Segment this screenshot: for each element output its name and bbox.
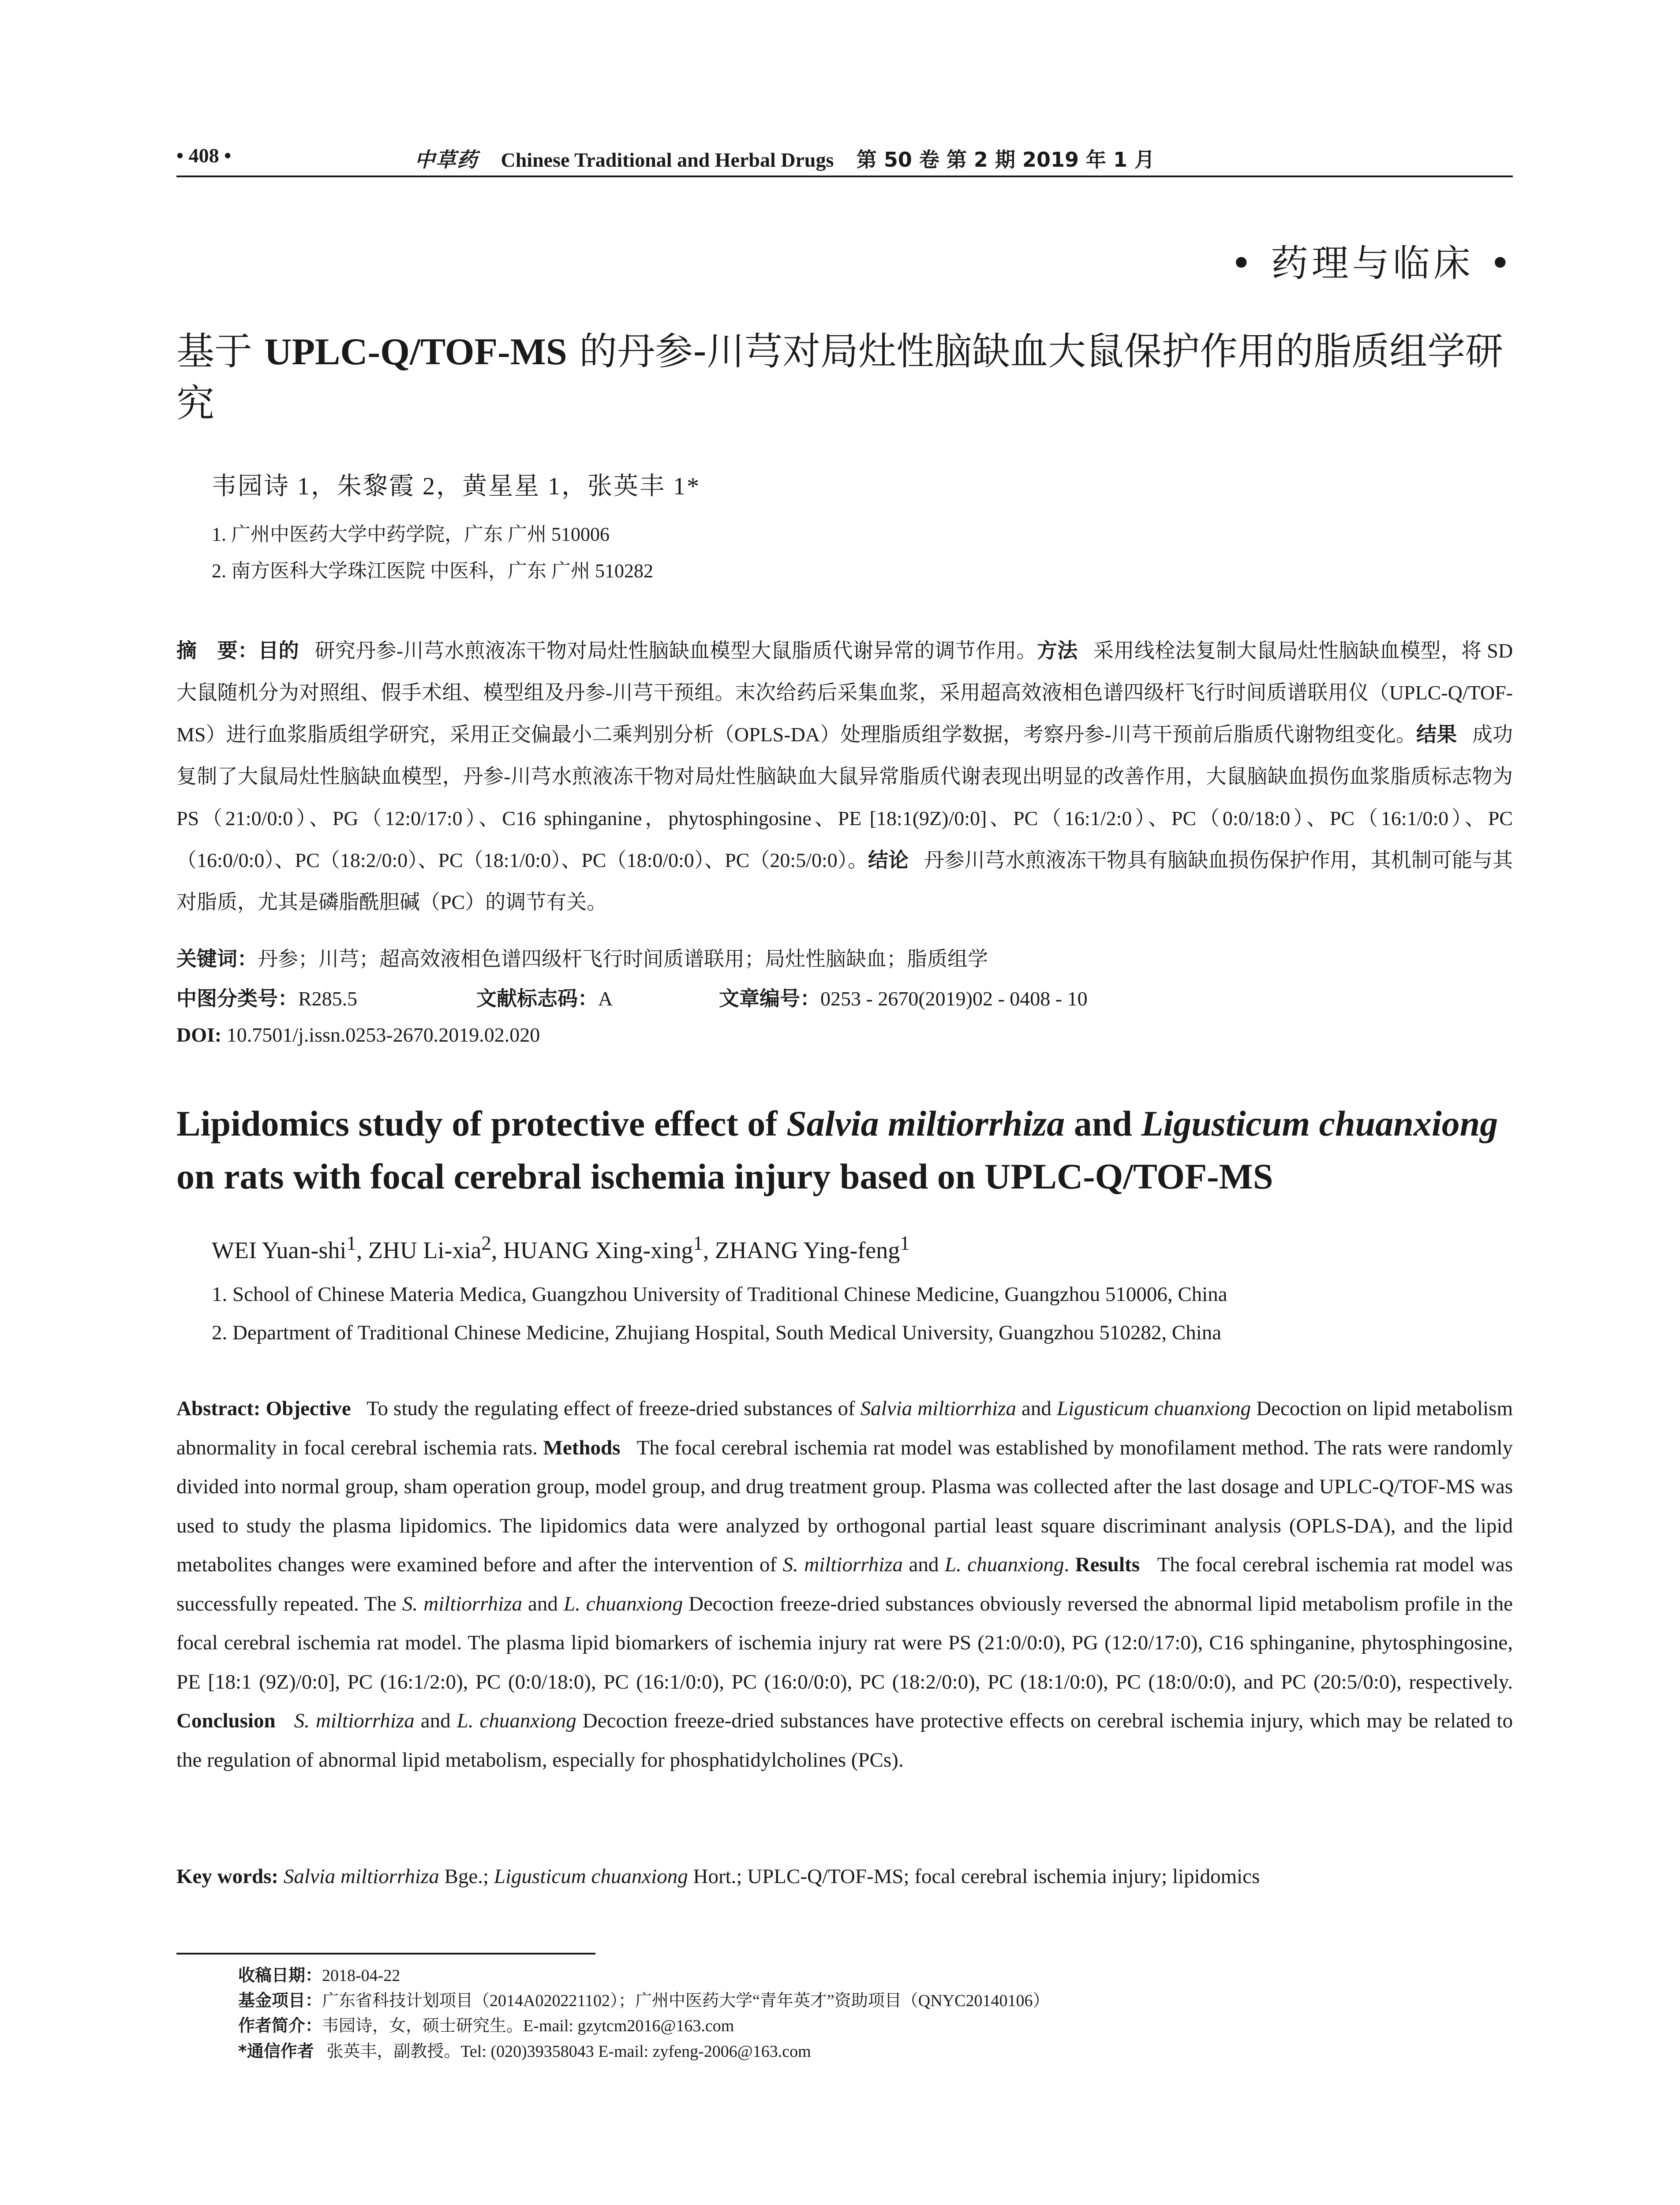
abstract-cn-conclusion-label: 结论 bbox=[868, 848, 909, 872]
abstract-cn-objective-label: 目的 bbox=[258, 639, 299, 662]
abstract-en bbox=[176, 1389, 1513, 1779]
abstract-en-period: . bbox=[1064, 1553, 1075, 1576]
abstract-cn-methods-label: 方法 bbox=[1036, 639, 1078, 662]
authors-cn: 韦园诗 1，朱黎霞 2，黄星星 1，张英丰 1* bbox=[212, 473, 700, 500]
abstract-cn bbox=[176, 630, 1513, 923]
abstract-en-objective: To study the regulating effect of freeze-dried substances of bbox=[367, 1397, 861, 1420]
title-en-species1: Salvia miltiorrhiza bbox=[786, 1103, 1065, 1144]
article-no-label: 文章编号： bbox=[719, 987, 820, 1010]
abstract-cn-objective: 研究丹参-川芎水煎液冻干物对局灶性脑缺血模型大鼠脂质代谢异常的调节作用。 bbox=[314, 639, 1037, 662]
abstract-en-objective-label: Objective bbox=[266, 1397, 351, 1420]
article-no-value: 0253 - 2670(2019)02 - 0408 - 10 bbox=[820, 987, 1088, 1010]
abstract-en-and: and bbox=[414, 1709, 457, 1732]
abstract-en-species: S. miltiorrhiza bbox=[402, 1592, 523, 1615]
keyword-species: Salvia miltiorrhiza bbox=[283, 1865, 439, 1888]
author-en-1-aff: 1 bbox=[346, 1232, 356, 1254]
doi-line bbox=[176, 1023, 540, 1046]
clc-label: 中图分类号： bbox=[176, 987, 298, 1010]
title-en bbox=[176, 1097, 1517, 1203]
author-en-2: ZHU Li-xia bbox=[368, 1237, 482, 1263]
abstract-en-species: S. miltiorrhiza bbox=[294, 1709, 415, 1732]
journal-title bbox=[415, 144, 1155, 173]
keywords-cn-label: 关键词： bbox=[176, 947, 258, 971]
abstract-en-objective-cont: Decoction on lipid metabolism abnormality in focal cerebral ischemia rats. bbox=[176, 1397, 1513, 1459]
running-header bbox=[176, 140, 1513, 176]
abstract-en-results-label: Results bbox=[1075, 1553, 1140, 1576]
footnote-fund-label: 基金项目： bbox=[238, 1991, 322, 2010]
abstract-en-methods: The focal cerebral ischemia rat model was established by monofilament method. The rats were randomly divided into normal group, sham operation group, model group, and drug treatment group. Plasma was collected after the last dosage and UPLC-Q/TOF-MS was used to study the plasma lipidomics. The lipidomics data were analyzed by orthogonal partial least square discriminant analysis (OPLS-DA), and the lipid metabolites changes were examined before and after the intervention of bbox=[176, 1436, 1513, 1576]
footnote-bio-value: 韦园诗，女，硕士研究生。E-mail: gzytcm2016@163.com bbox=[322, 2017, 734, 2035]
title-cn bbox=[176, 325, 1508, 430]
title-en-part1: Lipidomics study of protective effect of bbox=[176, 1103, 787, 1144]
footnote-received bbox=[238, 1962, 400, 1986]
doc-code-value: A bbox=[598, 987, 613, 1010]
keywords-en-rest: Hort.; UPLC-Q/TOF-MS; focal cerebral ischemia injury; lipidomics bbox=[688, 1865, 1260, 1888]
abstract-en-methods-label: Methods bbox=[543, 1436, 621, 1459]
abstract-en-and: and bbox=[522, 1592, 564, 1615]
keywords-en-label: Key words: bbox=[176, 1865, 279, 1888]
abstract-cn-results: 成功复制了大鼠局灶性脑缺血模型，丹参-川芎水煎液冻干物对局灶性脑缺血大鼠异常脂质代谢表现出明显的改善作用，大鼠脑缺血损伤血浆脂质标志物为 PS（21:0/0:0）、PG（12:0/17:0）、C16 sphinganine，phytosphingosine、PE [18:1(9Z)/0:0]、PC（16:1/2:0）、PC（0:0/18:0）、PC（16:1/0:0）、PC（16:0/0:0）、PC（18:2/0:0）、PC（18:1/0:0）、PC（18:0/0:0）、PC（20:5/0:0）。 bbox=[176, 723, 1513, 871]
footnote-received-label: 收稿日期： bbox=[238, 1966, 322, 1985]
footnote-fund-value: 广东省科技计划项目（2014A020221102）；广州中医药大学“青年英才”资助项目（QNYC20140106） bbox=[322, 1992, 1050, 2010]
journal-name-en: Chinese Traditional and Herbal Drugs bbox=[501, 149, 834, 171]
keyword-authority: Bge.; bbox=[439, 1865, 494, 1888]
authors-en: WEI Yuan-shi$^1$, ZHU Li-xia$^2$, HUANG Xing-xing$^1$, ZHANG Ying-feng$^1$ bbox=[212, 1232, 910, 1263]
journal-logo-cn: 中草药 bbox=[415, 148, 478, 172]
abstract-en-conclusion-label: Conclusion bbox=[176, 1709, 276, 1732]
footnote-bio bbox=[238, 2012, 734, 2036]
footnote-bio-label: 作者简介： bbox=[238, 2016, 322, 2035]
doi-label: DOI: bbox=[176, 1024, 222, 1046]
keywords-en bbox=[176, 1865, 1260, 1888]
author-en-3: HUANG Xing-xing bbox=[503, 1237, 693, 1263]
abstract-en-label: Abstract: bbox=[176, 1397, 261, 1420]
footnote-fund bbox=[238, 1987, 1049, 2011]
abstract-en-species: Ligusticum chuanxiong bbox=[1056, 1397, 1251, 1420]
keywords-cn bbox=[176, 943, 988, 972]
title-en-species2: Ligusticum chuanxiong bbox=[1141, 1103, 1498, 1144]
header-rule bbox=[176, 176, 1513, 177]
abstract-en-species: Salvia miltiorrhiza bbox=[860, 1397, 1016, 1420]
abstract-en-and: and bbox=[903, 1553, 945, 1576]
title-cn-post: 的丹参-川芎对局灶性脑缺血大鼠保护作用的脂质组学研究 bbox=[176, 329, 1504, 426]
abstract-en-results: The focal cerebral ischemia rat model was successfully repeated. The bbox=[176, 1553, 1513, 1615]
title-cn-method: UPLC-Q/TOF-MS bbox=[264, 330, 567, 373]
affiliation-en-1: 1. School of Chinese Materia Medica, Guangzhou University of Traditional Chinese Medicine, Guangzhou 510006, China bbox=[212, 1283, 1227, 1306]
abstract-en-and: and bbox=[1016, 1397, 1057, 1420]
clc-value: R285.5 bbox=[298, 987, 358, 1010]
abstract-en-species: L. chuanxiong bbox=[944, 1553, 1064, 1576]
footnote-corresponding-value: 张英丰，副教授。Tel: (020)39358043 E-mail: zyfeng-2006@163.com bbox=[326, 2042, 811, 2061]
abstract-en-conclusion: Decoction freeze-dried substances have protective effects on cerebral ischemia injury, which may be related to the regulation of abnormal lipid metabolism, especially for phosphatidylcholines (PCs). bbox=[176, 1709, 1513, 1771]
footnote-corresponding-label: *通信作者 bbox=[238, 2041, 314, 2061]
keywords-cn-text: 丹参；川芎；超高效液相色谱四级杆飞行时间质谱联用；局灶性脑缺血；脂质组学 bbox=[258, 948, 988, 970]
author-en-3-aff: 1 bbox=[693, 1232, 703, 1254]
author-en-4-aff: 1 bbox=[900, 1232, 910, 1254]
journal-issue: 第 50 卷 第 2 期 2019 年 1 月 bbox=[856, 148, 1155, 172]
abstract-cn-conclusion: 丹参川芎水煎液冻干物具有脑缺血损伤保护作用，其机制可能与其对脂质，尤其是磷脂酰胆碱（PC）的调节有关。 bbox=[176, 849, 1513, 913]
title-en-and: and bbox=[1065, 1103, 1141, 1144]
affiliation-cn-2: 2. 南方医科大学珠江医院 中医科，广东 广州 510282 bbox=[212, 560, 653, 582]
abstract-en-results-cont: Decoction freeze-dried substances obviously reversed the abnormal lipid metabolism profile in the focal cerebral ischemia rat model. The plasma lipid biomarkers of ischemia injury rat were PS (21:0/0:0), PG (12:0/17:0), C16 sphinganine, phytosphingosine, PE [18:1 (9Z)/0:0], PC (16:1/2:0), PC (0:0/18:0), PC (16:1/0:0), PC (16:0/0:0), PC (18:2/0:0), PC (18:1/0:0), PC (18:0/0:0), and PC (20:5/0:0), respectively. bbox=[176, 1592, 1513, 1693]
author-en-2-aff: 2 bbox=[481, 1232, 491, 1254]
abstract-en-species: S. miltiorrhiza bbox=[782, 1553, 903, 1576]
title-cn-pre: 基于 bbox=[176, 329, 265, 374]
page-number: • 408 • bbox=[176, 144, 232, 167]
footnote-rule bbox=[176, 1953, 595, 1955]
section-label: • 药理与临床 • bbox=[1230, 242, 1515, 285]
abstract-en-species: L. chuanxiong bbox=[563, 1592, 683, 1615]
classification-line bbox=[176, 983, 1088, 1012]
keyword-species: Ligusticum chuanxiong bbox=[494, 1865, 688, 1888]
abstract-cn-label: 摘 要： bbox=[176, 639, 258, 662]
abstract-en-species: L. chuanxiong bbox=[456, 1709, 576, 1732]
doc-code-label: 文献标志码： bbox=[476, 987, 598, 1010]
doi-value[interactable]: 10.7501/j.issn.0253-2670.2019.02.020 bbox=[226, 1024, 540, 1046]
author-en-1: WEI Yuan-shi bbox=[212, 1237, 347, 1263]
affiliation-cn-1: 1. 广州中医药大学中药学院，广东 广州 510006 bbox=[212, 523, 610, 545]
footnote-received-value: 2018-04-22 bbox=[322, 1966, 400, 1985]
title-en-part2: on rats with focal cerebral ischemia injury based on UPLC-Q/TOF-MS bbox=[176, 1156, 1273, 1196]
affiliation-en-2: 2. Department of Traditional Chinese Medicine, Zhujiang Hospital, South Medical University, Guangzhou 510282, China bbox=[212, 1321, 1222, 1344]
footnote-corresponding bbox=[238, 2037, 811, 2062]
author-en-4: ZHANG Ying-feng bbox=[715, 1237, 900, 1263]
abstract-cn-methods: 采用线栓法复制大鼠局灶性脑缺血模型，将 SD 大鼠随机分为对照组、假手术组、模型组及丹参-川芎干预组。末次给药后采集血浆，采用超高效液相色谱四级杆飞行时间质谱联用仪（UPLC-Q/TOF-MS）进行血浆脂质组学研究，采用正交偏最小二乘判别分析（OPLS-DA）处理脂质组学数据，考察丹参-川芎干预前后脂质代谢物组变化。 bbox=[176, 639, 1513, 746]
abstract-cn-results-label: 结果 bbox=[1416, 722, 1457, 746]
